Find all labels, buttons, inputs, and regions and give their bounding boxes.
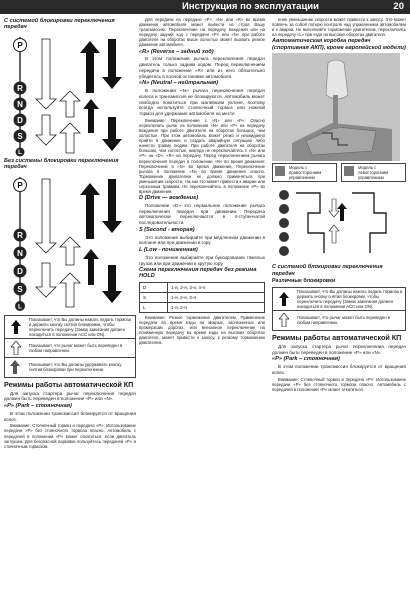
- gear-letter-d: [14, 264, 27, 277]
- model-right-box: Модель с правосторонним управлением: [272, 163, 337, 182]
- paragraph: Положение «D» это нормальное положение рычага переключения передач при движении. Передача автоматически переключаются в 4-ступенчатой последовательности.: [139, 202, 265, 226]
- svg-text:N: N: [17, 248, 23, 258]
- section-title: Режимы работы автоматической КП: [4, 379, 134, 389]
- shift-gate-diagram: [272, 185, 400, 261]
- hold-table-title: Схема переключения передач без режима HOLD: [139, 267, 257, 280]
- mode-n-heading: «N» (Neutral – нейтральная): [139, 80, 219, 87]
- svg-text:L: L: [18, 303, 22, 311]
- legend-text: Показывает, что рычаг может быть переведен в любом направлении.: [297, 315, 391, 326]
- model-left-box: Модель с левосторонним управлением: [341, 163, 406, 182]
- legend-row: [5, 358, 135, 377]
- outline-arrow-icon: [5, 341, 27, 355]
- solid-arrow-down-icon: [102, 39, 122, 151]
- legend-text: Показывает, что Вы должны нажать педаль тормоза и держать кнопку снятия блокировки, чтобы переключить передачу (Замок зажигания должен находиться в положении ACC или ON).: [297, 288, 403, 309]
- legend-row: [273, 288, 405, 311]
- table-row: [140, 282, 265, 292]
- table-cell: D: [140, 282, 168, 292]
- svg-text:L: L: [18, 149, 22, 156]
- gear-letter-l: [15, 301, 25, 311]
- gear-letter-d: [14, 113, 27, 126]
- table-cell: S: [140, 292, 168, 302]
- warning-note: Для передачи на передаче «P», «N» или «R» во время движения автомобиля может вывести из строя Вашу трансмиссию. Переключение на передачу вождения или на передачу задний ход с передачи «P» или «N» при работе двигателя на оборотах выше холостых может вызвать резкое движение автомобиля.: [139, 17, 265, 48]
- svg-text:N: N: [17, 99, 23, 109]
- table-row: [140, 292, 265, 302]
- warning-note: ение уменьшение скорости может привести к заносу. Это может повлечь за собой потерю контроля над управлением автомобилем и к аварии. Не выполняйте торможение двигателем, переключаясь на передачу «L» при езде на высоких оборотах двигателя.: [272, 17, 406, 38]
- paragraph: В этом положении рычага переключения передач двигатель только задним ходом. Перед переключением передачи в положение «R» или из него обязательно убедитесь в полной остановке автомобиля.: [139, 56, 265, 79]
- outline-arrow-down-icon: [36, 179, 56, 297]
- solid-arrow-down-icon: [102, 179, 122, 303]
- paragraph: В положении «N» рычага переключения передач колеса и трансмиссия не блокируются. Автомобиль может свободно покатиться при малейшем уклоне, поэтому всегда используйте стояночный тормоз или ножной тормоз для удержания автомобиля на месте.: [139, 88, 265, 117]
- table-cell: 1-я, 2-я: [168, 302, 265, 312]
- gear-letter-n: [14, 97, 27, 110]
- model-legend: [272, 163, 406, 182]
- legend-text: Показывает, что Вы должны удерживать кнопку снятия блокировки при переключении.: [29, 362, 122, 373]
- swatch-icon: [275, 166, 285, 176]
- legend-row: [273, 311, 405, 330]
- gear-letter-r: [14, 228, 27, 241]
- table-cell: 1-я, 2-я, 3-я: [168, 292, 265, 302]
- mode-p-heading: «P» (Park – стояночная): [4, 403, 72, 410]
- svg-text:P: P: [17, 40, 23, 50]
- mode-r-heading: «R» (Reverse – задний ход): [139, 48, 214, 55]
- gear-letter-s: [14, 282, 27, 295]
- warning-note: Внимание: Стояночный тормоз и передача «P»: Использование передачи «P» без стояночного тормоза опасно. Автомобиль с передачей в положении «P» может откатиться, если двигатель заглушен. Для безопасной парковки пользуйтесь передачей «P» и стояночным тормозом.: [4, 423, 136, 449]
- running-header-title: Инструкция по эксплуатации: [182, 1, 319, 12]
- paragraph: Это положение выбирайте при медленном движении в колонне или при движении в гору.: [139, 234, 265, 246]
- svg-text:P: P: [17, 180, 23, 190]
- svg-text:R: R: [17, 230, 23, 240]
- outline-arrow-up-icon: [60, 91, 80, 153]
- hold-shift-table: [139, 282, 265, 313]
- gear-letter-s: [14, 129, 27, 142]
- legend-row: [5, 316, 135, 339]
- paragraph: В этом положении трансмиссия блокируется от вращения колес.: [4, 410, 136, 422]
- gear-lever-photo: [272, 53, 400, 161]
- subheading-locks: Различные блокировки: [272, 278, 336, 284]
- double-arrow-icon: [5, 360, 27, 374]
- paragraph: В этом положении трансмиссия блокируется от вращения колес.: [272, 364, 406, 375]
- svg-text:D: D: [17, 266, 23, 276]
- gear-letter-r: [14, 81, 27, 94]
- legend-text: Показывает, что рычаг может быть переведен в любом направлении.: [29, 342, 123, 353]
- warning-note: Внимание: Переключение с «N» или «P»: Опасно переключать рычаг из положения «N» или «P» на передачу вождения при работе двигателя на оборотах больших, чем холостые. При этом автомобиль может резко и неожиданно прийти в движение и создать аварийную ситуацию либо нанести травму людям. При работе двигателя на оборотах больших, чем холостые, никогда не переключайтесь с «N» или «P» на «D», «R» на передачу. Перед переключением рычага переключения передач в положение «N» во время движения: Переключение в «N» во время движения, Переключение рычага в положение «N» во время движения опасно. Торможение двигателем не должно применяться при уменьшении скорости, так как это может привести к аварии или серьезным травмам. Не переключайтесь в положение «P» во время движения.: [139, 117, 265, 195]
- solid-arrow-icon: [273, 292, 295, 306]
- paragraph: Для запуска стартера рычаг переключения передач должен быть переведен в положение «P» или «N».: [4, 390, 136, 402]
- svg-text:S: S: [17, 284, 23, 294]
- gear-letter-l: [16, 147, 25, 156]
- gear-letter-n: [14, 246, 27, 259]
- heading-without-lock: Без системы блокировки переключения передач: [4, 157, 119, 171]
- outline-arrow-down-icon: [36, 39, 56, 145]
- gear-letter-p: [14, 178, 27, 191]
- paragraph: Для запуска стартера рычаг переключения передач должен быть переведен в положение «P» или «N».: [272, 343, 406, 355]
- page-number: 20: [393, 1, 404, 12]
- table-row: [140, 302, 265, 312]
- legend-row: [5, 339, 135, 358]
- mode-s-heading: S (Second - вторая): [139, 226, 195, 233]
- running-header: [0, 0, 410, 14]
- heading-with-lock: С системой блокировки переключения передач: [272, 264, 383, 277]
- mode-l-heading: L (Low - пониженная): [139, 247, 198, 254]
- svg-text:S: S: [17, 131, 23, 141]
- arrow-legend: [272, 287, 406, 331]
- gear-letter-p: [14, 38, 27, 51]
- svg-text:D: D: [17, 115, 23, 125]
- gear-diagram-without-lock: [4, 173, 136, 313]
- outline-arrow-icon: [273, 313, 295, 327]
- arrow-legend: [4, 315, 136, 378]
- section-title: Режимы работы автоматической КП: [272, 332, 402, 342]
- mode-d-heading: D (Drive — вождение): [139, 195, 199, 202]
- mode-p-heading: «P» (Park – стояночная): [272, 356, 340, 363]
- heading-with-lock: С системой блокировки переключения передач: [4, 18, 115, 31]
- column-right: [272, 17, 406, 393]
- gear-diagram-with-lock: [4, 33, 136, 157]
- solid-arrow-up-icon: [80, 183, 100, 285]
- swatch-icon: [344, 166, 354, 176]
- outline-arrow-up-icon: [60, 237, 80, 307]
- solid-arrow-icon: [5, 320, 27, 334]
- paragraph: Это положение выбирайте при буксировании тяжелых грузов или при движении в крутую гору.: [139, 254, 265, 266]
- heading-atkp: Автоматическая коробка передач (спортивная АКП), кроме европейской модели): [272, 38, 406, 51]
- table-cell: L: [140, 302, 168, 312]
- solid-arrow-up-icon: [80, 41, 100, 133]
- warning-note: Внимание: Резкое торможение двигателем. Применение передачи во время езды на мокрых, заснеженных или промерзших дорогах, или внезапное переключение на пониженную передачу во время езды на высоких оборотах двигателя, может привести к заносу, к резкому торможению двигателем.: [139, 314, 265, 346]
- column-left: [4, 17, 136, 450]
- svg-text:R: R: [17, 83, 23, 93]
- table-cell: 1-я, 2-я, 3-я, 4-я: [168, 282, 265, 292]
- warning-note: Внимание: Стояночный тормоз и передача «P»: Использование передачи «P» без стояночного тормоза опасно. Автомобиль с передачей в положении «P» может откатиться.: [272, 376, 406, 392]
- legend-text: Показывает, что Вы должны нажать педаль тормоза и держать кнопку снятия блокировки, чтобы переключить передачу (Замок зажигания должен находиться в положении ACC или ON).: [29, 316, 131, 337]
- column-middle: [139, 17, 265, 347]
